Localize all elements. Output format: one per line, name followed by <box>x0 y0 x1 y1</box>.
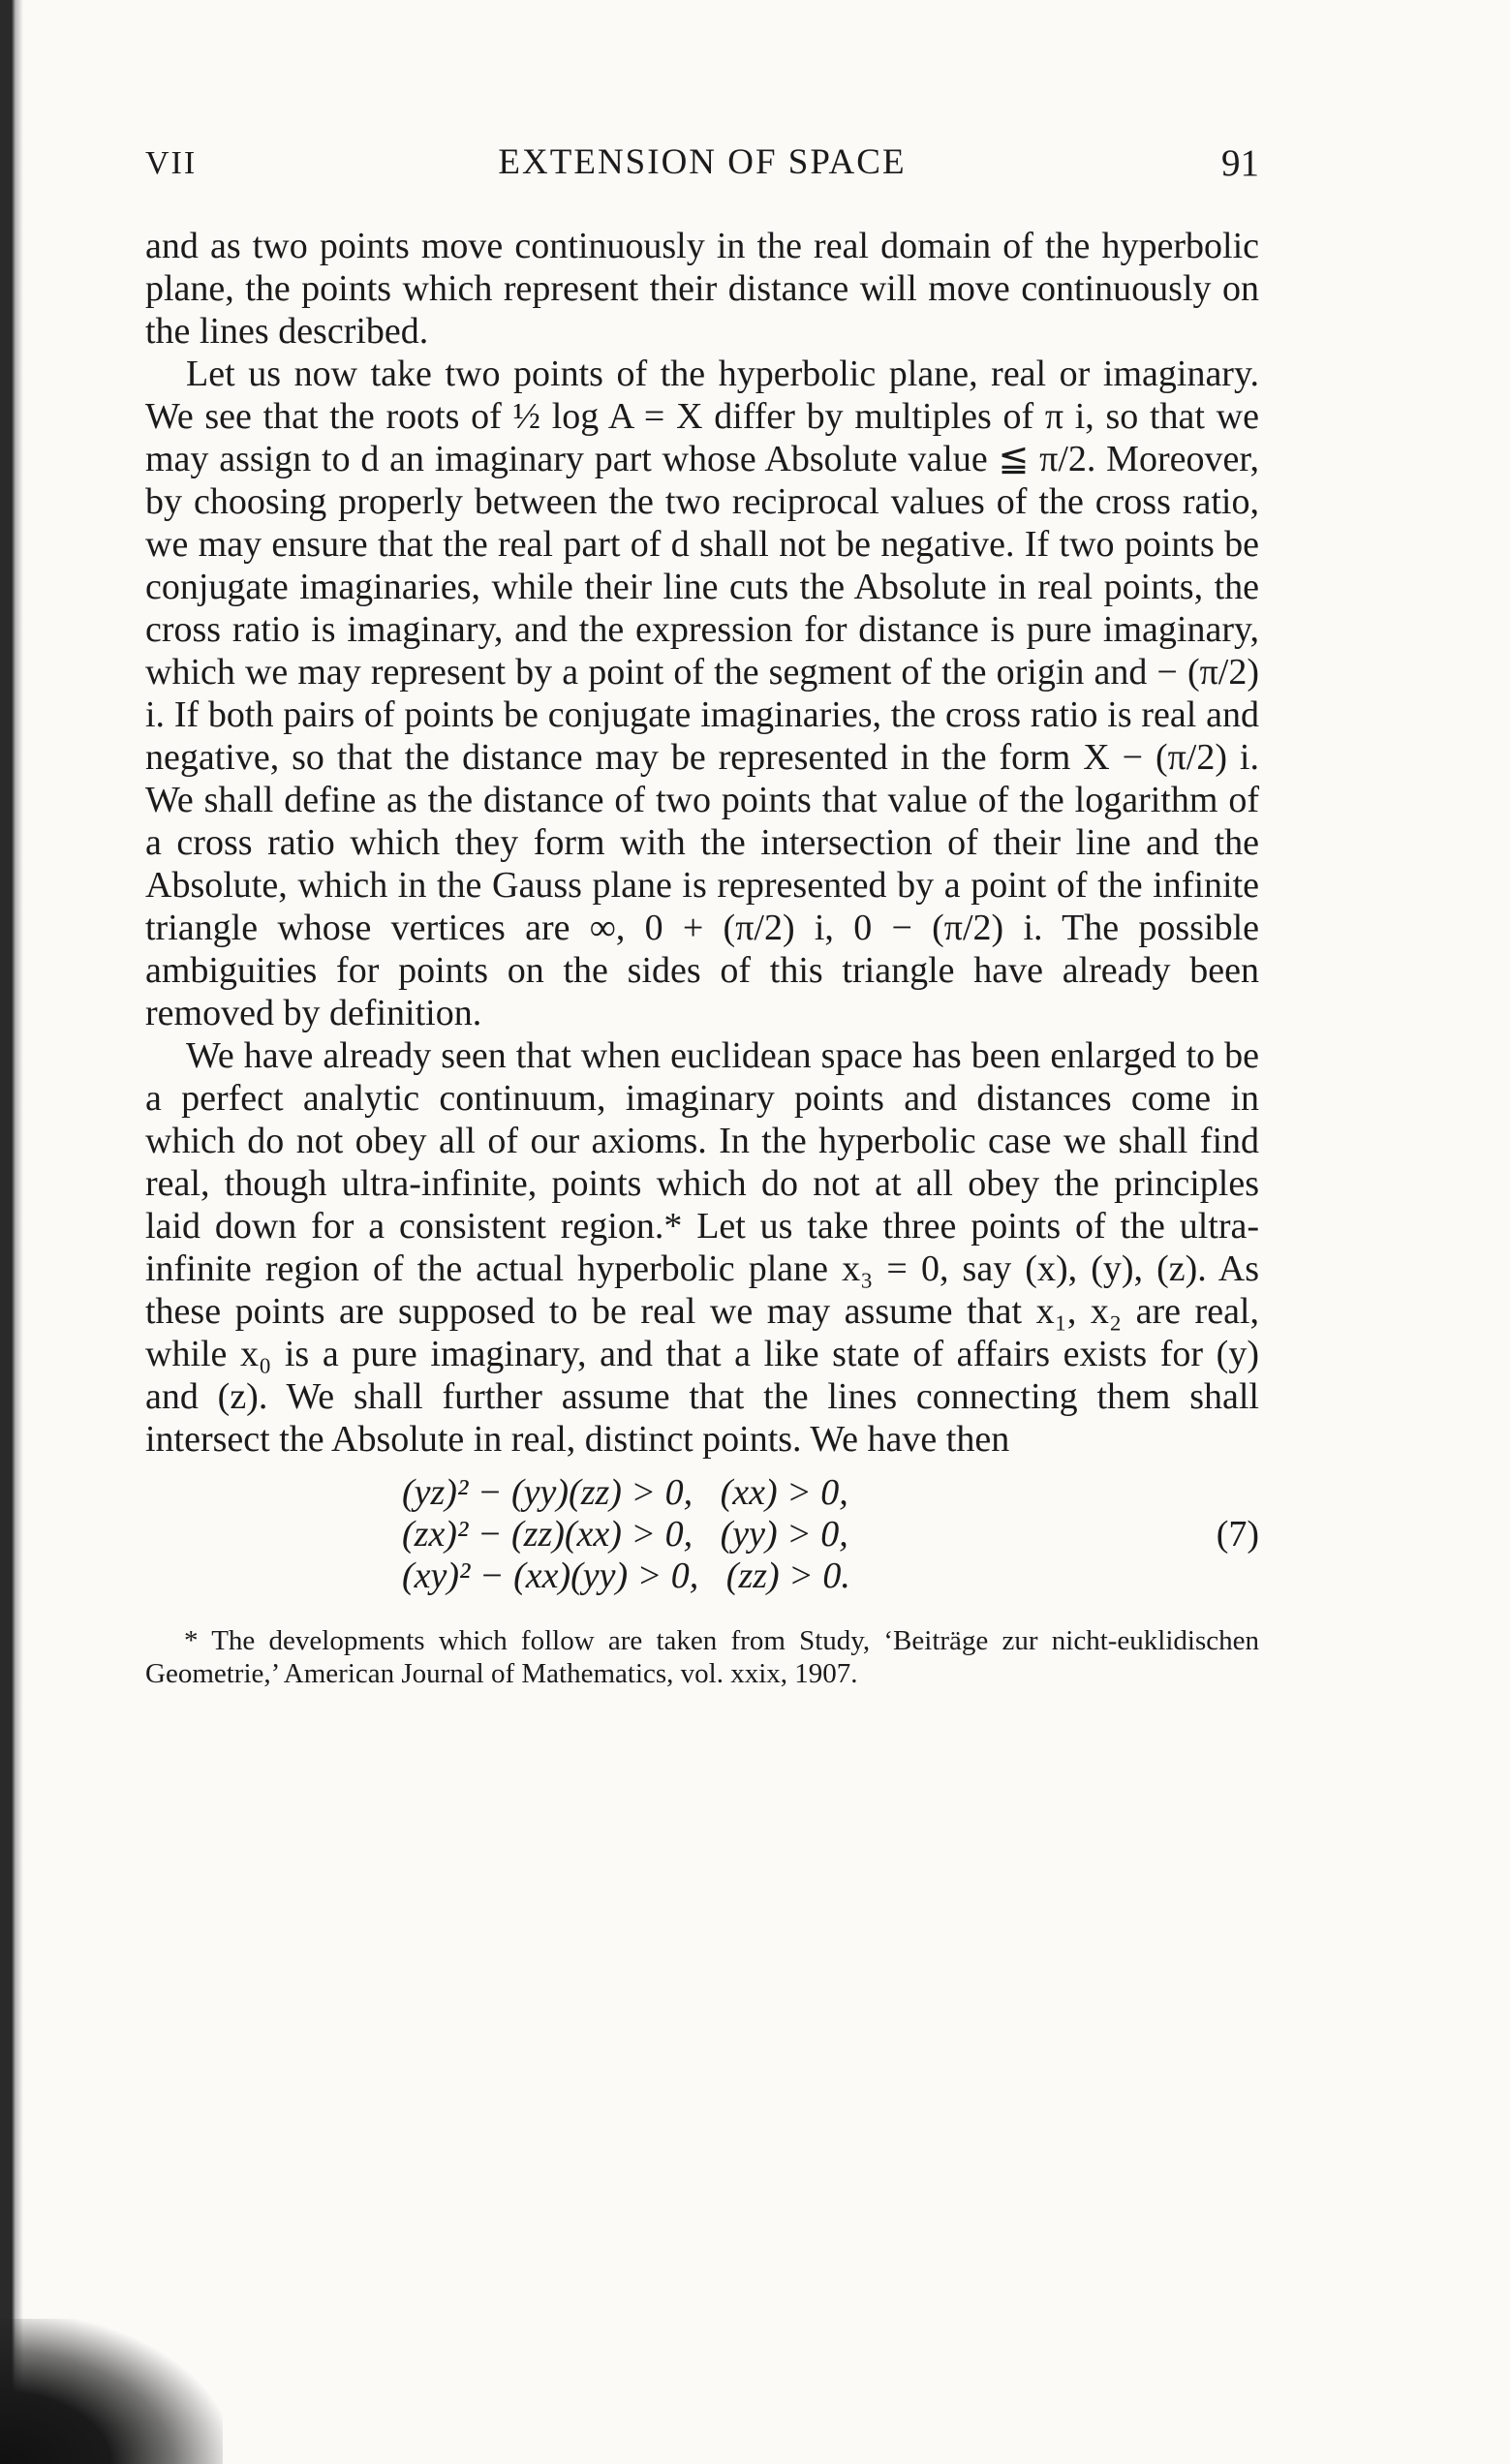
page-corner-shadow <box>0 2319 223 2464</box>
page-binding-shadow <box>0 0 23 2464</box>
equation-row: (xy)² − (xx)(yy) > 0, (zz) > 0. <box>402 1555 850 1596</box>
paragraph-2: Let us now take two points of the hyperbolic plane, real or imaginary. We see that the roots of ½ log A = X differ by multiples of π i, so that we may assign to d an imaginary part whose Absolute value ≦ π/2. Moreover, by choosing properly between the two reciprocal values of the cross ratio, we may ensure that the real part of d shall not be negative. If two points be conjugate imaginaries, while their line cuts the Absolute in real points, the cross ratio is imaginary, and the expression for distance is pure imaginary, which we may represent by a point of the segment of the origin and − (π/2) i. If both pairs of points be conjugate imaginaries, the cross ratio is real and negative, so that the distance may be represented in the form X − (π/2) i. We shall define as the distance of two points that value of the logarithm of a cross ratio which they form with the intersection of their line and the Absolute, which in the Gauss plane is represented by a point of the infinite triangle whose vertices are ∞, 0 + (π/2) i, 0 − (π/2) i. The possible ambiguities for points on the sides of this triangle have already been removed by definition. <box>145 354 1259 1033</box>
equation-block-7 <box>145 1472 1259 1597</box>
chapter-number: VII <box>145 145 198 181</box>
paragraph-1: and as two points move continuously in the real domain of the hyperbolic plane, the points which represent their distance will move continuously on the lines described. <box>145 226 1259 352</box>
running-header <box>145 136 1259 194</box>
page-number: 91 <box>1221 142 1259 184</box>
equation-number: (7) <box>1216 1514 1259 1555</box>
page <box>145 136 1259 1690</box>
running-title: EXTENSION OF SPACE <box>498 142 907 182</box>
body-text <box>145 225 1259 1461</box>
equation-row: (zx)² − (zz)(xx) > 0, (yy) > 0, <box>402 1514 848 1555</box>
footnote: * The developments which follow are taken from Study, ‘Beiträge zur nicht-euklidischen Geometrie,’ American Journal of Mathematics, vol. xxix, 1907. <box>145 1625 1259 1689</box>
paragraph-3: We have already seen that when euclidean space has been enlarged to be a perfect analytic continuum, imaginary points and distances come in which do not obey all of our axioms. In the hyperbolic case we shall find real, though ultra-infinite, points which do not at all obey the principles laid down for a consistent region.* Let us take three points of the ultra-infinite region of the actual hyperbolic plane x₃ = 0, say (x), (y), (z). As these points are supposed to be real we may assume that x₁, x₂ are real, while x₀ is a pure imaginary, and that a like state of affairs exists for (y) and (z). We shall further assume that the lines connecting them shall intersect the Absolute in real, distinct points. We have then <box>145 1035 1259 1460</box>
equation-row: (yz)² − (yy)(zz) > 0, (xx) > 0, <box>402 1472 848 1513</box>
